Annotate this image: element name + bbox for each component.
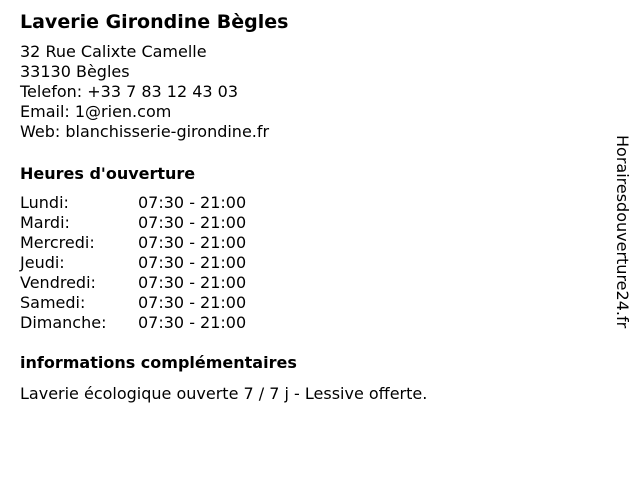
time-range: 07:30 - 21:00 [138, 193, 247, 212]
business-name: Laverie Girondine Bègles [20, 11, 289, 33]
email-text: Email: 1@rien.com [20, 102, 172, 121]
day-label: Vendredi: [20, 273, 96, 292]
hours-row-monday [20, 193, 600, 213]
time-range: 07:30 - 21:00 [138, 253, 247, 272]
info-text: Laverie écologique ouverte 7 / 7 j - Lessive offerte. [20, 384, 428, 403]
hours-row-saturday [20, 293, 600, 313]
day-label: Dimanche: [20, 313, 107, 332]
hours-row-sunday [20, 313, 600, 333]
time-range: 07:30 - 21:00 [138, 293, 247, 312]
hours-heading: Heures d'ouverture [20, 164, 196, 183]
hours-row-friday [20, 273, 600, 293]
day-label: Lundi: [20, 193, 69, 212]
address-line-street: 32 Rue Calixte Camelle [20, 42, 207, 61]
address-line-city: 33130 Bègles [20, 62, 130, 81]
time-range: 07:30 - 21:00 [138, 233, 247, 252]
hours-table [20, 193, 600, 333]
day-label: Jeudi: [20, 253, 65, 272]
brand-watermark: Horairesdouverture24.fr [613, 135, 632, 329]
business-card [20, 10, 600, 404]
hours-row-thursday [20, 253, 600, 273]
contact-block [20, 42, 600, 142]
hours-row-tuesday [20, 213, 600, 233]
time-range: 07:30 - 21:00 [138, 213, 247, 232]
day-label: Mardi: [20, 213, 70, 232]
info-heading: informations complémentaires [20, 353, 297, 372]
hours-row-wednesday [20, 233, 600, 253]
time-range: 07:30 - 21:00 [138, 313, 247, 332]
website-text: Web: blanchisserie-girondine.fr [20, 122, 270, 141]
day-label: Mercredi: [20, 233, 95, 252]
time-range: 07:30 - 21:00 [138, 273, 247, 292]
day-label: Samedi: [20, 293, 86, 312]
phone-text: Telefon: +33 7 83 12 43 03 [20, 82, 239, 101]
